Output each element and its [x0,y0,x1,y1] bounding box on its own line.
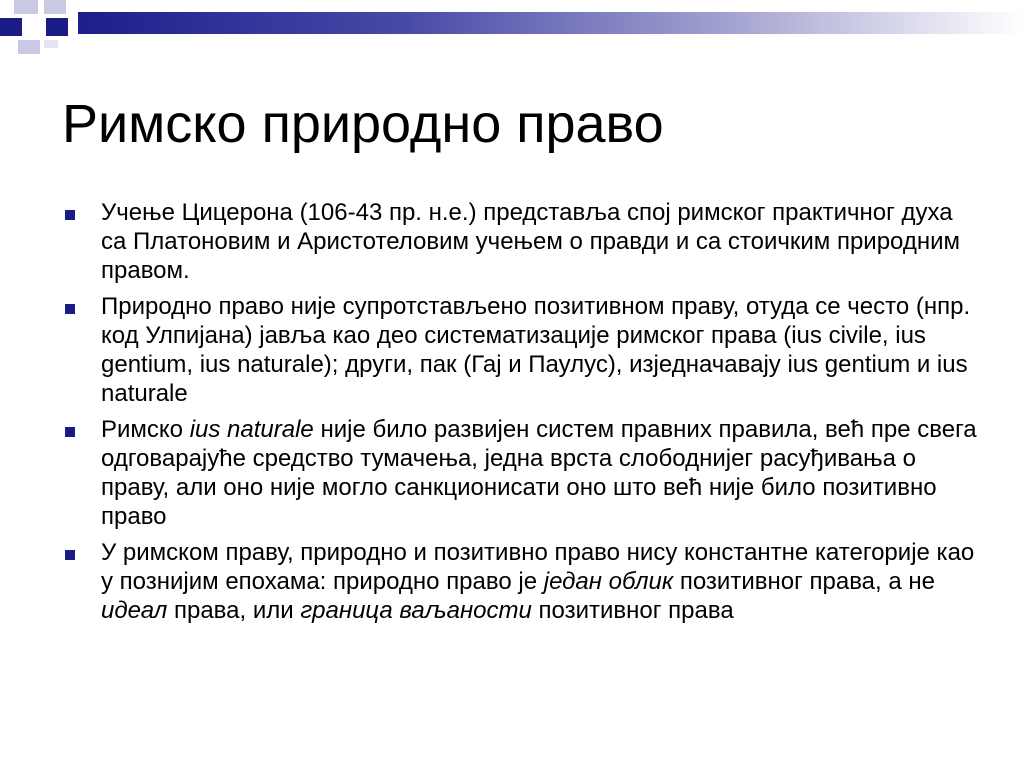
bullet-text: Природно право није супротстављено позитивном праву, отуда се често (нпр. код Улпијана) јавља као део систематизације римског права (ius civile, ius gentium, ius naturale); други, пак (Гај и Паулус), изједначавају ius gentium и ius naturale [101,293,971,407]
bullet-item [60,415,980,531]
bullet-square-icon [65,550,75,560]
header-decoration [0,0,1024,44]
decor-square [24,18,42,36]
bullet-square-icon [65,427,75,437]
bullet-item [60,538,980,625]
decor-square [46,18,68,36]
bullet-emphasis: један облик [543,568,674,595]
bullet-item [60,292,980,408]
decor-square [18,40,40,54]
bullet-text: Римско [101,416,190,443]
decor-square [0,18,22,36]
decor-square [44,40,58,48]
decor-square [14,0,38,14]
slide-title: Римско природно право [62,94,664,154]
decor-square [44,0,66,14]
bullet-emphasis: ius naturale [189,416,314,443]
header-gradient-bar [78,12,1024,34]
bullet-emphasis: идеал [101,597,168,624]
bullet-text: није било развијен систем правних правила, већ пре свега одговарајуће средство тумачења, једна врста слободнијег расуђивања о праву, али оно није могло санкционисати оно што већ није било позитивно право [101,416,977,530]
bullet-list [60,198,980,632]
bullet-text: Учење Цицерона (106-43 пр. н.е.) представља спој римског практичног духа са Платоновим и Аристотеловим учењем о правди и са стоичким природним правом. [101,199,961,284]
bullet-square-icon [65,210,75,220]
bullet-text: права, или [167,597,301,624]
bullet-item [60,198,980,285]
bullet-text: позитивног права [531,597,734,624]
bullet-square-icon [65,304,75,314]
bullet-emphasis: граница ваљаности [300,597,532,624]
bullet-text: У римском праву, природно и позитивно право нису константне категорије као у познијим епохама: природно право је [101,539,975,595]
bullet-text: позитивног права, а не [673,568,935,595]
